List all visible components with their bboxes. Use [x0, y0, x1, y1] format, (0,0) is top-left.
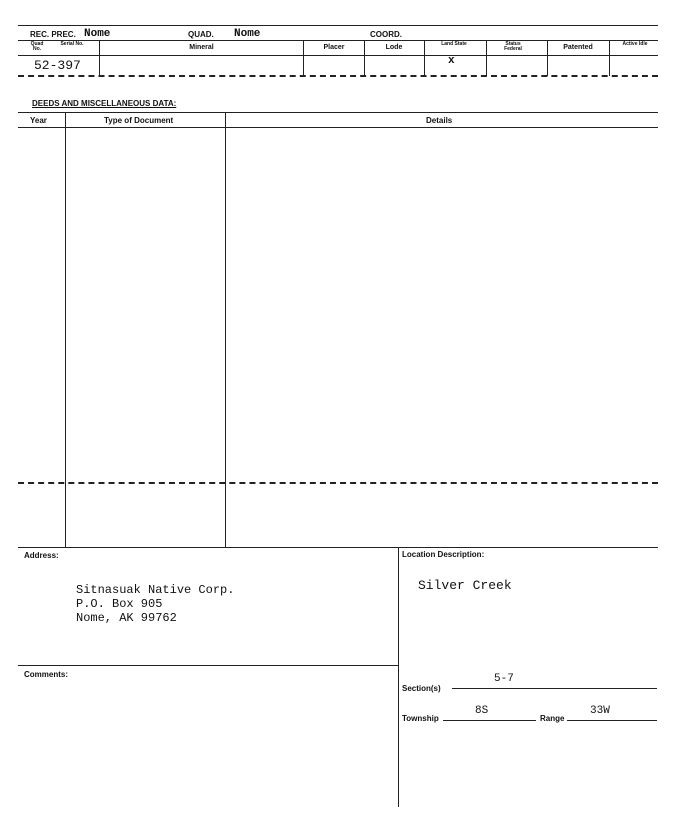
- col-land-state: Land State: [441, 41, 467, 47]
- deeds-header-rule: [18, 127, 658, 128]
- quad-serial-value: 52-397: [34, 58, 81, 73]
- section-line: [452, 688, 657, 689]
- col-status-federal: Status Federal: [504, 41, 522, 52]
- colhdr-rule: [18, 55, 658, 56]
- deeds-title: DEEDS AND MISCELLANEOUS DATA:: [32, 99, 177, 108]
- quad-value: Nome: [234, 28, 261, 40]
- col-active-idle: Active Idle: [622, 41, 648, 47]
- address-line: Sitnasuak Native Corp.: [76, 583, 235, 597]
- bottom-divider: [398, 547, 399, 807]
- location-value: Silver Creek: [418, 578, 512, 593]
- deeds-col-type: Type of Document: [104, 116, 174, 125]
- col-patented: Patented: [563, 44, 593, 51]
- col-lode: Lode: [385, 44, 403, 51]
- header-rule: [18, 40, 658, 41]
- address-line: Nome, AK 99762: [76, 611, 177, 625]
- address-line: P.O. Box 905: [76, 597, 163, 611]
- col-divider: [609, 40, 610, 76]
- comments-label: Comments:: [24, 670, 69, 679]
- deeds-col-details: Details: [426, 116, 453, 125]
- rec-prec-label: REC. PREC.: [30, 30, 76, 39]
- col-divider: [547, 40, 548, 76]
- address-label: Address:: [24, 551, 59, 560]
- coord-label: COORD.: [370, 30, 402, 39]
- deeds-col-year: Year: [30, 116, 47, 125]
- range-line: [567, 720, 657, 721]
- record-rule: [18, 75, 658, 77]
- col-serial-no: Serial No.: [60, 41, 84, 47]
- col-divider: [364, 40, 365, 76]
- section-label: Section(s): [402, 684, 441, 693]
- col-divider: [99, 40, 100, 76]
- quad-label: QUAD.: [188, 30, 214, 39]
- deeds-top-rule: [18, 112, 658, 113]
- comments-rule: [18, 665, 398, 666]
- col-divider: [486, 40, 487, 76]
- rec-prec-value: Nome: [84, 28, 111, 40]
- col-quad-no: Quad No.: [30, 41, 44, 52]
- col-divider: [424, 40, 425, 76]
- section-value: 5-7: [494, 673, 514, 685]
- deeds-bottom-rule: [18, 547, 658, 548]
- col-mineral: Mineral: [189, 44, 214, 51]
- township-value: 8S: [475, 705, 489, 717]
- range-label: Range: [540, 714, 565, 723]
- township-label: Township: [402, 714, 439, 723]
- col-divider: [303, 40, 304, 76]
- township-line: [443, 720, 536, 721]
- range-value: 33W: [590, 705, 610, 717]
- location-label: Location Description:: [402, 550, 485, 559]
- address-block: [76, 583, 234, 625]
- top-rule: [18, 25, 658, 26]
- deeds-mid-dashed-rule: [18, 482, 658, 484]
- land-state-mark: x: [448, 55, 455, 67]
- col-placer: Placer: [323, 44, 345, 51]
